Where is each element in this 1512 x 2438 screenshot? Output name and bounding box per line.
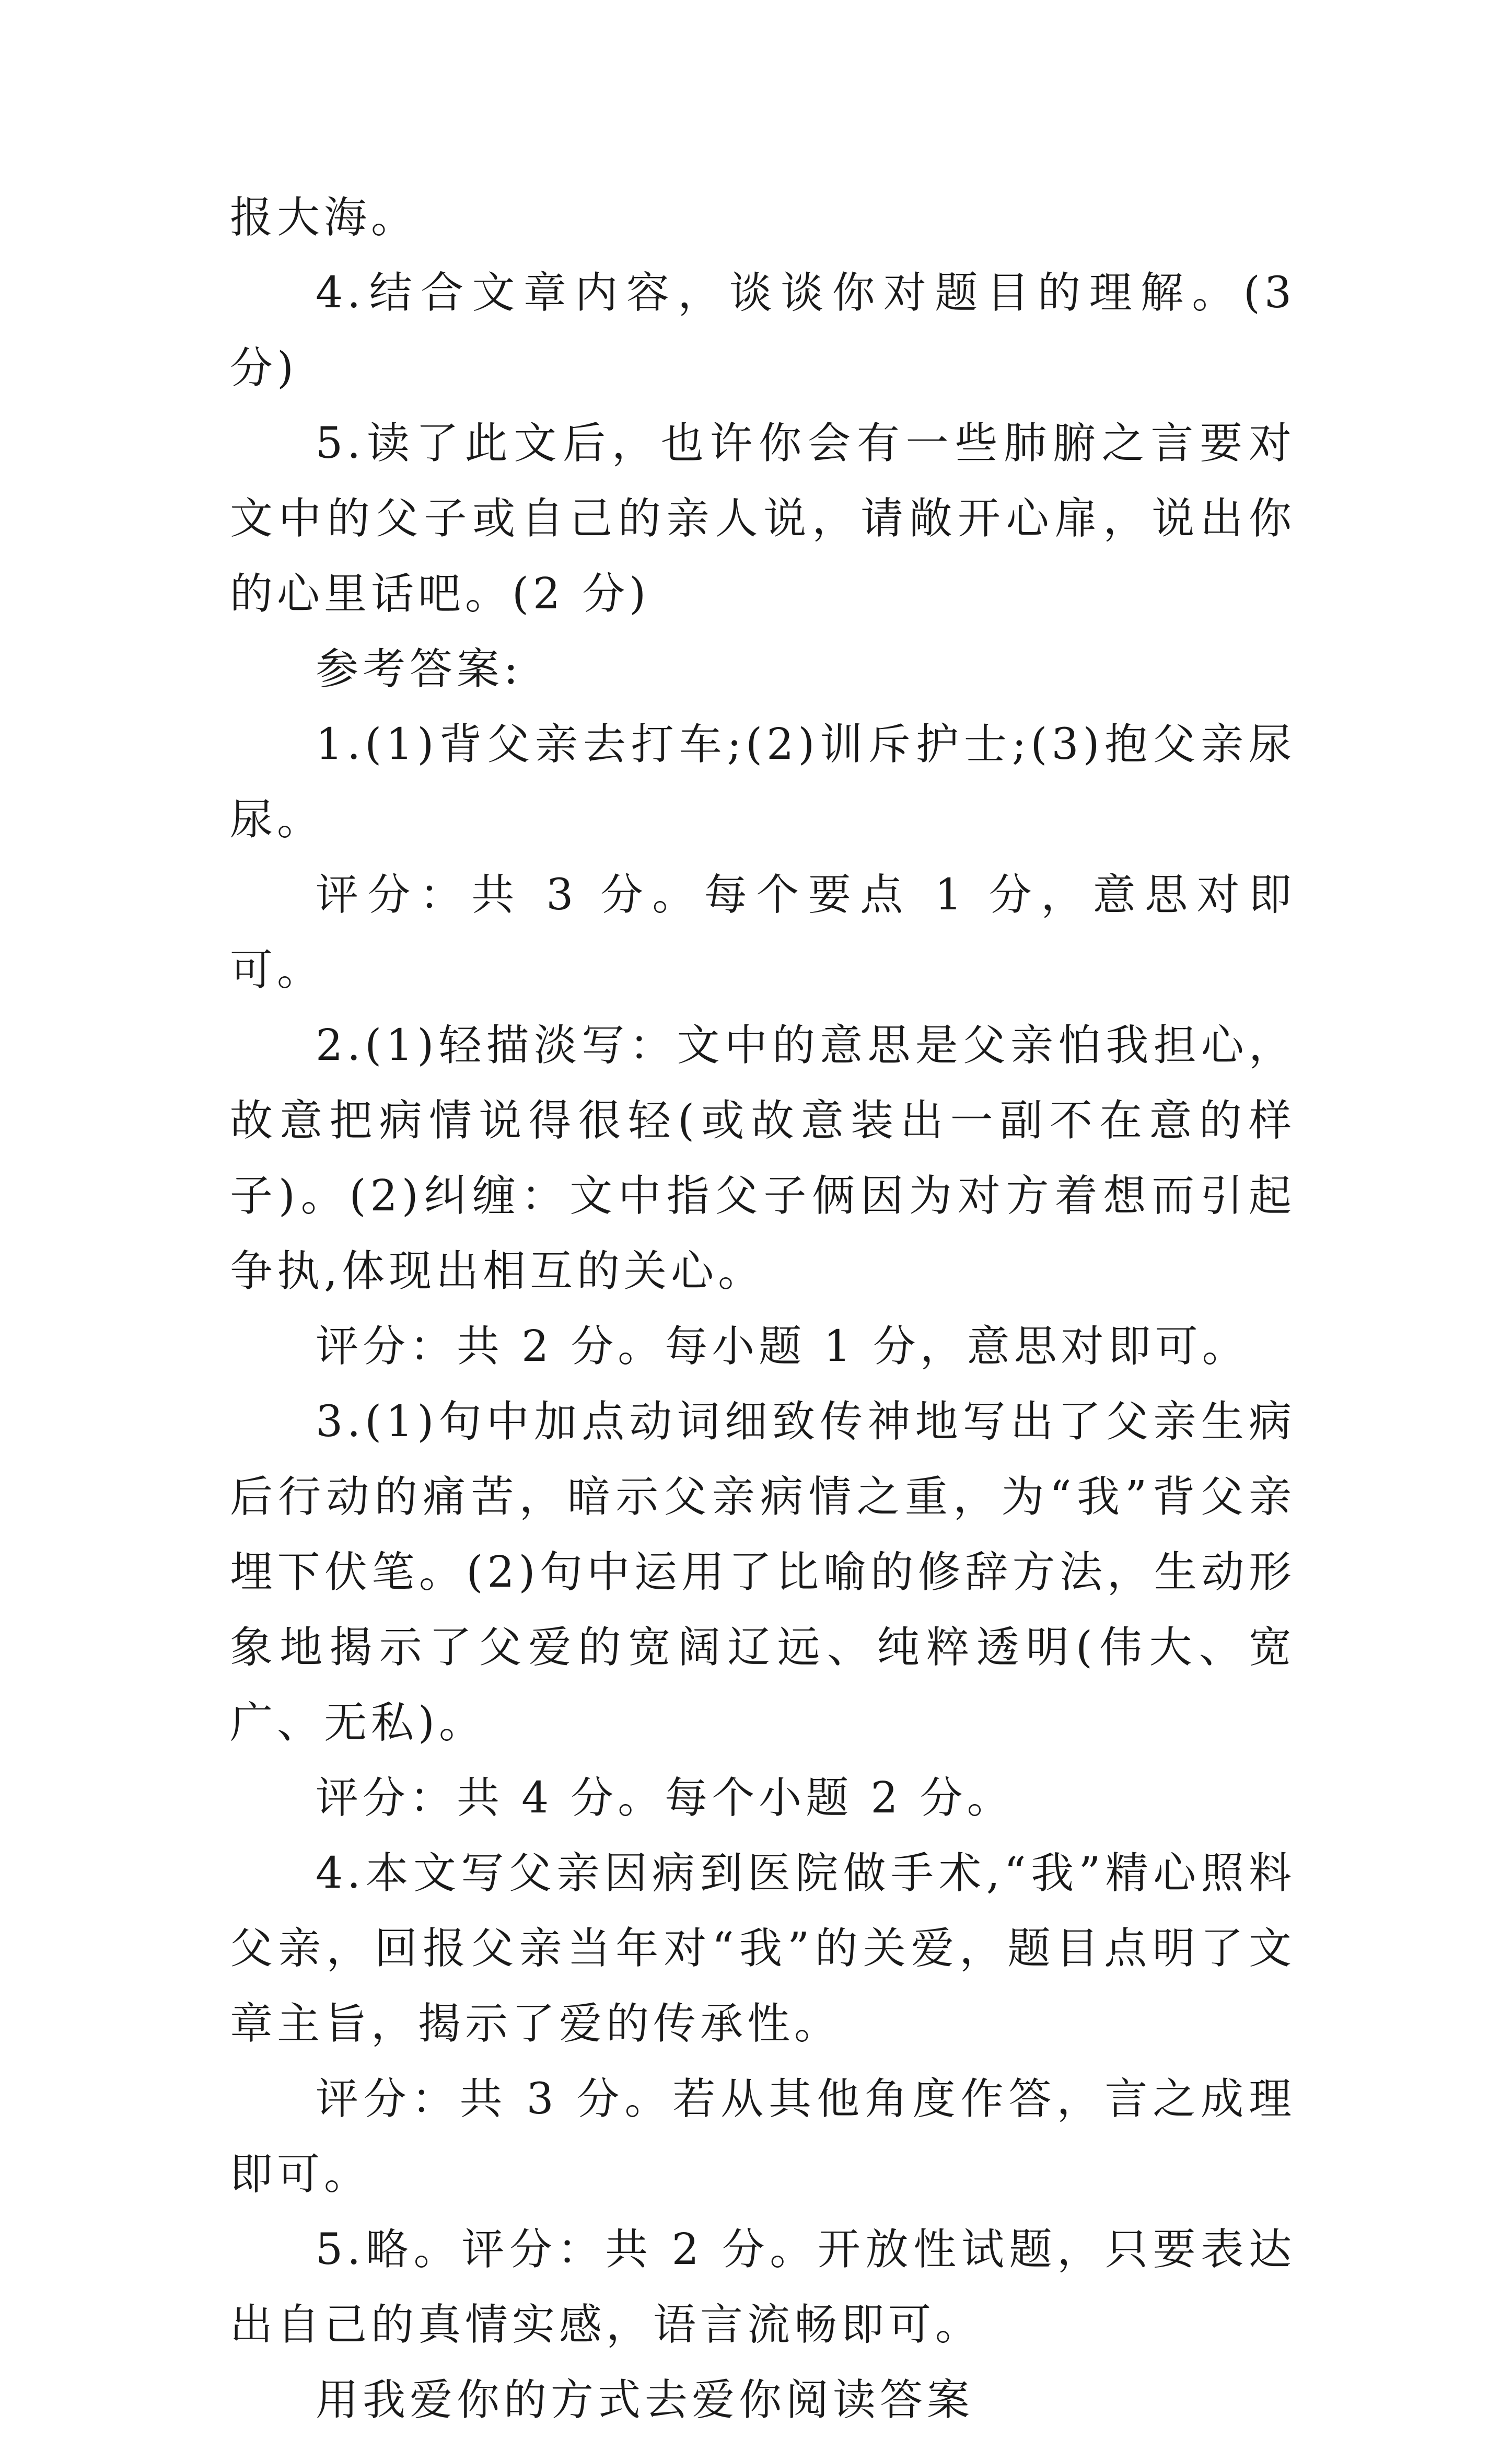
- answer-1: 1.(1)背父亲去打车;(2)训斥护士;(3)抱父亲尿尿。: [230, 720, 1296, 845]
- document-body: [230, 180, 1296, 2438]
- answer-3-scoring: 评分：共 4 分。每个小题 2 分。: [316, 1773, 1014, 1823]
- answer-3: 3.(1)句中加点动词细致传神地写出了父亲生病后行动的痛苦，暗示父亲病情之重，为“我”背父亲埋下伏笔。(2)句中运用了比喻的修辞方法，生动形象地揭示了父爱的宽阔辽远、纯粹透明(伟大、宽广、无私)。: [230, 1397, 1296, 1748]
- answer-2-scoring: 评分：共 2 分。每小题 1 分，意思对即可。: [316, 1322, 1249, 1371]
- answer-2: 2.(1)轻描淡写：文中的意思是父亲怕我担心，故意把病情说得很轻(或故意装出一副不在意的样子)。(2)纠缠：文中指父子俩因为对方着想而引起争执,体现出相互的关心。: [230, 1021, 1296, 1296]
- answers-heading: 参考答案:: [316, 644, 522, 694]
- next-section-title: 用我爱你的方式去爱你阅读答案: [316, 2375, 974, 2425]
- answer-1-scoring: 评分：共 3 分。每个要点 1 分，意思对即可。: [230, 870, 1296, 995]
- question-5: 5.读了此文后，也许你会有一些肺腑之言要对文中的父子或自己的亲人说，请敞开心扉，说出你的心里话吧。(2 分): [230, 419, 1296, 619]
- paragraph-continuation: 报大海。: [230, 193, 418, 242]
- answer-4: 4.本文写父亲因病到医院做手术,“我”精心照料父亲，回报父亲当年对“我”的关爱，题目点明了文章主旨，揭示了爱的传承性。: [230, 1848, 1296, 2049]
- answer-4-scoring: 评分：共 3 分。若从其他角度作答，言之成理即可。: [230, 2074, 1296, 2199]
- answer-5: 5.略。评分：共 2 分。开放性试题，只要表达出自己的真情实感，语言流畅即可。: [230, 2225, 1296, 2350]
- question-4: 4.结合文章内容，谈谈你对题目的理解。(3 分): [230, 268, 1296, 393]
